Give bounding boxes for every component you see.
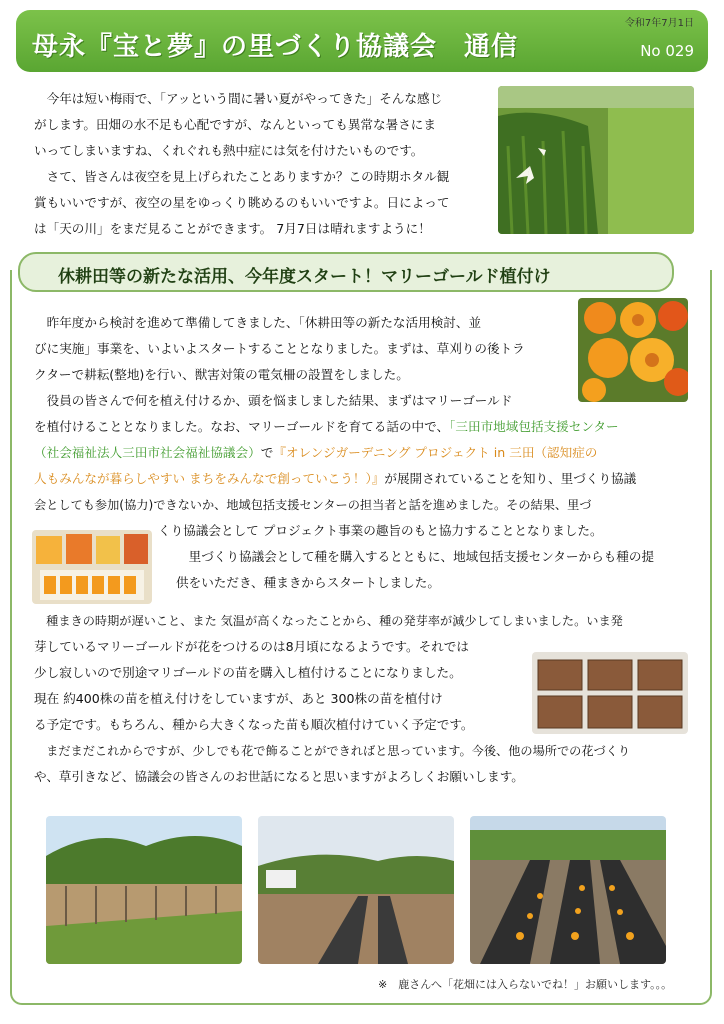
project-subtitle: 人もみんなが暮らしやすい まちをみんなで創っていこう！）』 xyxy=(34,471,385,486)
section-line: 現在 約400株の苗を植え付けをしていますが、あと 300株の苗を植付け xyxy=(34,691,443,706)
planting-work-photo xyxy=(258,816,454,964)
section-paragraph-c xyxy=(158,518,698,544)
section-text: が展開されていることを知り、里づくり協議 xyxy=(384,471,637,486)
section-line: 会としても参加(協力)できないか、地域包括支援センターの担当者と話を進めました。その結果、里づ xyxy=(34,498,592,512)
newsletter-title: 母永『宝と夢』の里づくり協議会 通信 xyxy=(32,32,519,62)
section-line: クターで耕耘(整地)を行い、獣害対策の電気柵の設置をしました。 xyxy=(34,367,409,382)
section-line: 芽しているマリーゴールドが花をつけるのは8月頃になるようです。それでは xyxy=(34,639,469,654)
section-paragraph-e xyxy=(34,608,698,634)
section-line: まだまだこれからですが、少しでも花で飾ることができればと思っています。今後、他の場所での花づくり xyxy=(34,744,631,758)
section-line: 昨年度から検討を進めて準備してきました、「休耕田等の新たな活用検討、並 xyxy=(34,315,482,330)
marigold-closeup-photo xyxy=(578,298,688,402)
section-text: を植付けることとなりました。なお、マリーゴールドを育てる話の中で、 xyxy=(34,419,450,434)
section-line-mixed xyxy=(34,440,698,466)
section-line-mixed xyxy=(34,414,698,440)
section-paragraph-b xyxy=(34,414,698,518)
section-line: くり協議会として プロジェクト事業の趣旨のもと協力することとなりました。 xyxy=(158,523,603,538)
section-paragraph-g xyxy=(34,738,698,790)
section-line: 役員の皆さんで何を植え付けるか、頭を悩ましました結果、まずはマリーゴールド xyxy=(34,393,513,408)
section-title: 休耕田等の新たな活用、今年度スタート！マリーゴールド植付け xyxy=(58,267,551,287)
section-line: や、草引きなど、協議会の皆さんのお世話になると思いますがよろしくお願いします。 xyxy=(34,769,524,784)
footer-note: ※ 鹿さんへ「花畑には入らないでね！」お願いします。。。 xyxy=(378,978,673,991)
center-name-link: 「三田市地域包括支援センター xyxy=(449,419,619,434)
intro-line: がします。田畑の水不足も心配ですが、なんといっても異常な暑さにま xyxy=(34,117,436,132)
section-text: で xyxy=(260,445,274,460)
fenced-field-photo xyxy=(46,816,242,964)
intro-line: いってしまいますね、くれぐれも熱中症には気を付けたいものです。 xyxy=(34,143,424,158)
section-line: 少し寂しいので別途マリゴールドの苗を購入し植付けることになりました。 xyxy=(34,665,462,680)
section-line-mixed xyxy=(34,466,698,492)
intro-line: は「天の川」をまだ見ることができます。 7月7日は晴れますように！ xyxy=(34,221,431,236)
issue-date: 令和7年7月1日 xyxy=(624,18,694,29)
section-paragraph-d xyxy=(176,544,696,596)
issue-number: No 029 xyxy=(640,42,694,60)
council-name: （社会福祉法人三田市社会福祉協議会） xyxy=(34,445,261,460)
intro-line: さて、皆さんは夜空を見上げられたことありますか？この時期ホタル観 xyxy=(34,169,450,184)
section-paragraph-f xyxy=(34,634,534,738)
project-name: 『オレンジガーデニング プロジェクト in 三田（認知症の xyxy=(273,445,598,460)
marigold-rows-photo xyxy=(470,816,666,964)
intro-paragraph xyxy=(34,86,494,242)
section-line: びに実施」事業を、いよいよスタートすることとなりました。まずは、草刈りの後トラ xyxy=(34,341,525,356)
intro-line: 今年は短い梅雨で、「アッという間に暑い夏がやってきた」そんな感じ xyxy=(34,91,443,106)
section-line: る予定です。もちろん、種から大きくなった苗も順次植付けていく予定です。 xyxy=(34,717,474,732)
section-line: 供をいただき、種まきからスタートしました。 xyxy=(176,575,440,590)
seed-packets-photo xyxy=(32,530,152,604)
section-paragraph-a xyxy=(34,310,574,414)
section-line: 里づくり協議会として種を購入するとともに、地域包括支援センターからも種の提 xyxy=(176,549,655,564)
section-line: 種まきの時期が遅いこと、また 気温が高くなったことから、種の発芽率が減少してしまいました。いま発 xyxy=(34,614,623,628)
lily-rice-field-photo xyxy=(498,86,694,234)
intro-line: 賞もいいですが、夜空の星をゆっくり眺めるのもいいですよ。日によって xyxy=(34,195,450,210)
seedling-trays-photo xyxy=(532,652,688,734)
